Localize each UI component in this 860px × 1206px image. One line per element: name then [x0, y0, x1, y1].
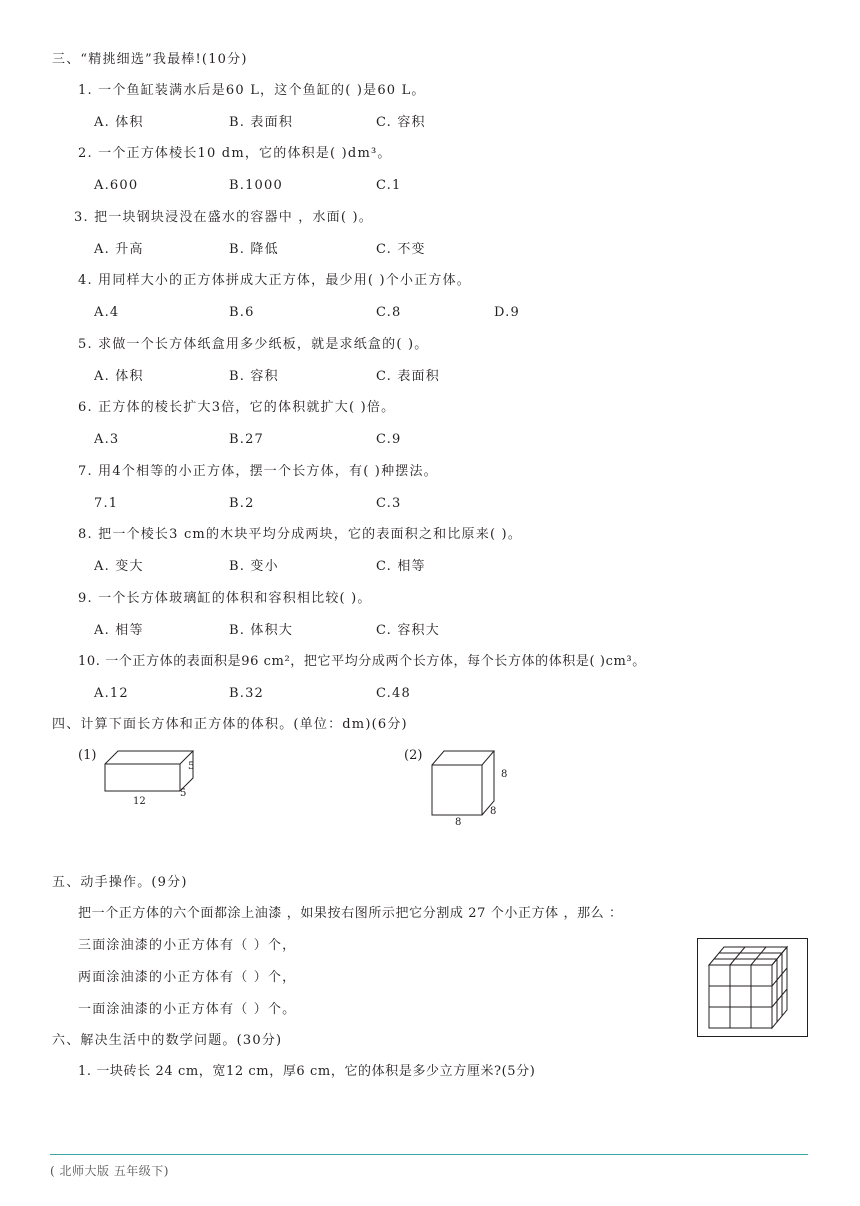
q9-option-b: B. 体积大 [229, 623, 294, 638]
question-7-stem: 7. 用4个相等的小正方体，摆一个长方体，有( )种摆法。 [78, 464, 438, 479]
q2-option-b: B.1000 [229, 178, 283, 193]
footer-text: ( 北师大版 五年级下) [50, 1164, 169, 1178]
cuboid-figure [100, 745, 220, 805]
q9-option-c: C. 容积大 [376, 623, 440, 638]
q4-option-a: A.4 [94, 305, 120, 320]
cuboid-length-label: 12 [133, 796, 146, 807]
q7-option-b: B.2 [229, 496, 255, 511]
q3-option-c: C. 不变 [376, 242, 426, 257]
section-6-question-1: 1. 一块砖长 24 cm，宽12 cm，厚6 cm，它的体积是多少立方厘米?(5分) [78, 1064, 536, 1079]
question-10-stem: 10. 一个正方体的表面积是96 cm²，把它平均分成两个长方体，每个长方体的体积是( )cm³。 [78, 654, 646, 669]
footer-rule [50, 1154, 808, 1155]
figure-1-label: (1) [78, 748, 97, 763]
q8-option-c: C. 相等 [376, 559, 426, 574]
q5-option-a: A. 体积 [94, 369, 144, 384]
q4-option-d: D.9 [494, 305, 520, 320]
q4-option-c: C.8 [376, 305, 402, 320]
q5-option-b: B. 容积 [229, 369, 279, 384]
section-5-title: 五、动手操作。(9分) [52, 875, 188, 890]
q6-option-c: C.9 [376, 432, 402, 447]
q1-option-b: B. 表面积 [229, 115, 294, 130]
q3-option-a: A. 升高 [94, 242, 144, 257]
question-1-stem: 1. 一个鱼缸装满水后是60 L，这个鱼缸的( )是60 L。 [78, 83, 426, 98]
question-5-stem: 5. 求做一个长方体纸盒用多少纸板，就是求纸盒的( )。 [78, 337, 429, 352]
q1-option-a: A. 体积 [94, 115, 144, 130]
question-8-stem: 8. 把一个棱长3 cm的木块平均分成两块，它的表面积之和比原来( )。 [78, 527, 523, 542]
q4-option-b: B.6 [229, 305, 255, 320]
question-2-stem: 2. 一个正方体棱长10 dm，它的体积是( )dm³。 [78, 146, 392, 161]
section-5-intro: 把一个正方体的六个面都涂上油漆 ，如果按右图所示把它分割成 27 个小正方体 ，那么 ： [78, 906, 623, 921]
cube-right-label: 8 [490, 806, 497, 817]
two-faces-line: 两面涂油漆的小正方体有（ ）个， [78, 970, 297, 985]
q6-option-a: A.3 [94, 432, 120, 447]
section-3-title: 三、“精挑细选”我最棒!(10分) [52, 52, 248, 67]
cube-side-label: 8 [501, 769, 508, 780]
q10-option-c: C.48 [376, 686, 411, 701]
q7-option-c: C.3 [376, 496, 402, 511]
q8-option-b: B. 变小 [229, 559, 279, 574]
three-faces-line: 三面涂油漆的小正方体有（ ）个， [78, 938, 297, 953]
q8-option-a: A. 变大 [94, 559, 144, 574]
question-3-stem: 3. 把一块钢块浸没在盛水的容器中 ，水面( )。 [74, 210, 373, 225]
question-4-stem: 4. 用同样大小的正方体拼成大正方体，最少用( )个小正方体。 [78, 273, 472, 288]
q7-option-a: 7.1 [94, 496, 119, 511]
q2-option-c: C.1 [376, 178, 402, 193]
q2-option-a: A.600 [94, 178, 139, 193]
q3-option-b: B. 降低 [229, 242, 279, 257]
question-6-stem: 6. 正方体的棱长扩大3倍，它的体积就扩大( )倍。 [78, 400, 396, 415]
section-4-title: 四、计算下面长方体和正方体的体积。(单位：dm)(6分) [52, 717, 408, 732]
q10-option-a: A.12 [94, 686, 129, 701]
section-6-title: 六、解决生活中的数学问题。(30分) [52, 1033, 283, 1048]
q10-option-b: B.32 [229, 686, 265, 701]
q1-option-c: C. 容积 [376, 115, 426, 130]
figure-2-label: (2) [404, 748, 423, 763]
cube-front-label: 8 [455, 817, 462, 828]
q9-option-a: A. 相等 [94, 623, 144, 638]
question-9-stem: 9. 一个长方体玻璃缸的体积和容积相比较( )。 [78, 591, 372, 606]
cuboid-width-label: 5 [180, 788, 187, 799]
cuboid-height-label: 5 [188, 761, 195, 772]
rubiks-cube-figure [697, 938, 809, 1038]
q6-option-b: B.27 [229, 432, 265, 447]
q5-option-c: C. 表面积 [376, 369, 440, 384]
one-face-line: 一面涂油漆的小正方体有（ ）个。 [78, 1002, 297, 1017]
